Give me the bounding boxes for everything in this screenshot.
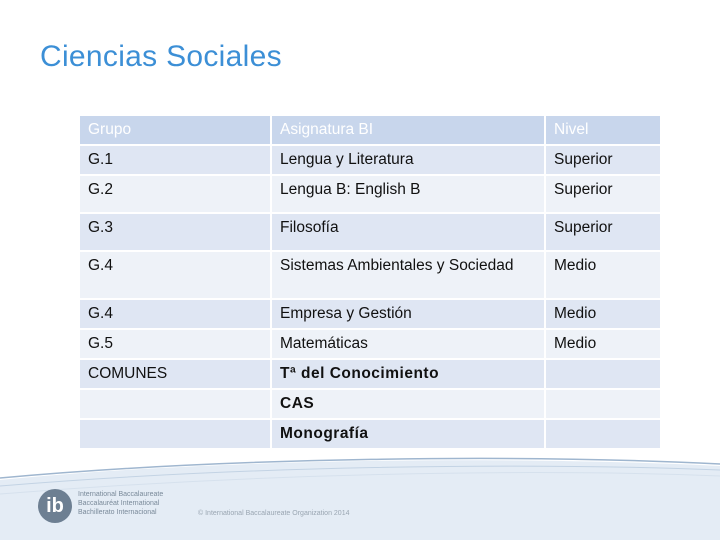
cell-asignatura: Filosofía xyxy=(271,213,545,251)
cell-grupo: G.4 xyxy=(79,251,271,299)
cell-asignatura: Lengua B: English B xyxy=(271,175,545,213)
cell-grupo: G.3 xyxy=(79,213,271,251)
logo-line: Bachillerato Internacional xyxy=(78,509,157,516)
logo-line: Baccalauréat International xyxy=(78,500,160,507)
cell-nivel: Superior xyxy=(545,175,661,213)
cell-grupo: G.1 xyxy=(79,145,271,175)
subjects-table xyxy=(78,114,662,450)
cell-grupo: G.2 xyxy=(79,175,271,213)
table-row xyxy=(79,145,661,175)
cell-nivel xyxy=(545,419,661,449)
cell-grupo xyxy=(79,389,271,419)
header-grupo: Grupo xyxy=(79,115,271,145)
table-row xyxy=(79,213,661,251)
cell-asignatura: Lengua y Literatura xyxy=(271,145,545,175)
slide-title: Ciencias Sociales xyxy=(40,40,282,73)
cell-nivel: Medio xyxy=(545,251,661,299)
cell-asignatura: CAS xyxy=(271,389,545,419)
cell-asignatura: Monografía xyxy=(271,419,545,449)
table-row xyxy=(79,251,661,299)
table-row xyxy=(79,175,661,213)
cell-nivel: Superior xyxy=(545,145,661,175)
cell-grupo: G.5 xyxy=(79,329,271,359)
cell-asignatura: Empresa y Gestión xyxy=(271,299,545,329)
footer-copyright: © International Baccalaureate Organization 2014 xyxy=(198,510,350,517)
table-row xyxy=(79,389,661,419)
ib-logo-text xyxy=(78,490,163,517)
table-row xyxy=(79,419,661,449)
cell-asignatura: Sistemas Ambientales y Sociedad xyxy=(271,251,545,299)
cell-nivel xyxy=(545,359,661,389)
table-header-row xyxy=(79,115,661,145)
cell-nivel xyxy=(545,389,661,419)
header-nivel: Nivel xyxy=(545,115,661,145)
cell-grupo: COMUNES xyxy=(79,359,271,389)
cell-grupo xyxy=(79,419,271,449)
cell-asignatura: Matemáticas xyxy=(271,329,545,359)
ib-logo-icon: ib xyxy=(38,489,72,523)
header-asignatura: Asignatura BI xyxy=(271,115,545,145)
cell-nivel: Superior xyxy=(545,213,661,251)
cell-nivel: Medio xyxy=(545,329,661,359)
logo-line: International Baccalaureate xyxy=(78,491,164,498)
cell-grupo: G.4 xyxy=(79,299,271,329)
cell-asignatura: Tª del Conocimiento xyxy=(271,359,545,389)
table-row xyxy=(79,299,661,329)
table-row xyxy=(79,359,661,389)
cell-nivel: Medio xyxy=(545,299,661,329)
table-row xyxy=(79,329,661,359)
